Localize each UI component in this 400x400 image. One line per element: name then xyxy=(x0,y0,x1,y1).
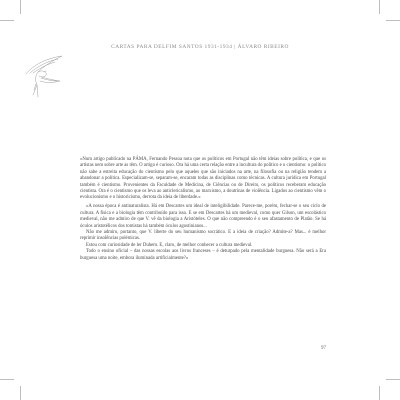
paragraph: Estou com curiosidade de ler Duhem. E, claro, de melhor conhecer a cultura medieval. xyxy=(86,242,253,248)
running-header: CARTAS PARA DELFIM SANTOS 1931-1934 | ÁLVARO RIBEIRO xyxy=(111,44,289,50)
paragraph: «A nossa época é antinaturalista. Há em Descartes um ideal de inteligibilidade. Parece-me, porém, fechar-se o seu ciclo de cultura. A física e a biologia têm contribuído para isso. E se em Descartes há um medieval, como quer Gilson, um escolástico medieval, não me admiro de que V. vê da biologia a Aristóteles. O que não compreendo é o seu afastamento de Platão. Se há óculos aristotélicos dos tomistas há também óculos agostinianos... xyxy=(80,204,326,229)
crop-mark-bottom-left-vertical xyxy=(20,386,21,400)
page-number: 97 xyxy=(321,346,326,351)
paragraph: Não me admiro, portanto, que V. liberte do seu humanismo socrático. E a ideia de criação? Admite-a? Mas... é melhor reprimir insolências polémicas. xyxy=(80,229,326,242)
crop-mark-top-right-vertical xyxy=(379,0,380,14)
paragraph: Todo o ensino oficial – das nossas escolas aos livros franceses – é deturpado pela mentalidade burguesa. Não será a Era burguesa uma noite, embora iluminada artificialmente?» xyxy=(80,249,326,261)
crop-mark-top-right-horizontal xyxy=(386,20,400,21)
crop-mark-bottom-right-vertical xyxy=(379,386,380,400)
letter-excerpt xyxy=(80,157,326,262)
paragraph: «Num artigo publicado na PÁMA, Fernando Pessoa nota que os políticos em Portugal não têm ideias sobre política, e que os artistas nem sobre arte as têm. O artigo é curioso. Ora há uma certa relação entre a incultura do político e o cientismo: o político não sabe a estreita educação do cientismo pelo que aqueles que são iniciados na arte, na filosofia ou na religião tendem a abandonar a política. Especializam-se, separam-se, encaram todas as disciplinas como técnicas. A cultura jurídica em Portugal também é cientismo. Provenientes da Faculdade de Medicina, de Ciências ou de Direito, os políticos receberam educação cientista. Ora é o cientismo que os leva ao anticlericalismo, ao marxismo, a doutrinas de violência. Ligados ao cientismo vêm o evolucionismo e o historicismo, derrota da ideia de liberdade.» xyxy=(80,157,326,201)
crop-mark-top-left-vertical xyxy=(20,0,21,14)
crop-mark-top-left-horizontal xyxy=(0,20,14,21)
crop-mark-bottom-left-horizontal xyxy=(0,379,14,380)
crop-mark-bottom-right-horizontal xyxy=(386,379,400,380)
swallow-line-drawing-icon xyxy=(22,50,66,102)
